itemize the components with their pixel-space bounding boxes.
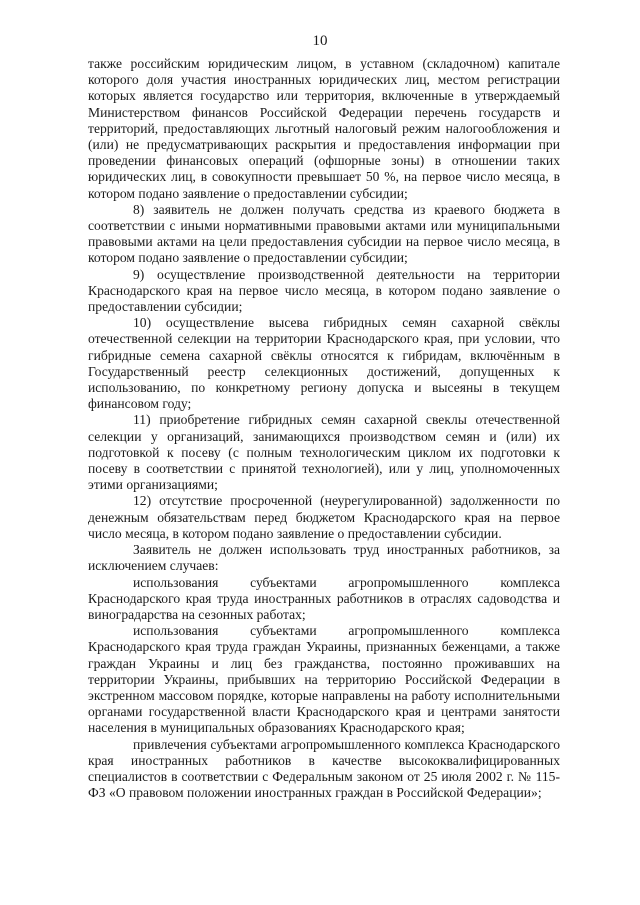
paragraph: 9) осуществление производственной деятельности на территории Краснодарского края на первое число месяца, в котором подано заявление о предоставлении субсидии; bbox=[88, 266, 560, 315]
paragraph: привлечения субъектами агропромышленного комплекса Краснодарского края иностранных работников в качестве высококвалифицированных специалистов в соответствии с Федеральным законом от 25 июля 2002 г. № 115-ФЗ «О правовом положении иностранных граждан в Российской Федерации»; bbox=[88, 736, 560, 801]
page-number: 10 bbox=[312, 33, 328, 49]
paragraph: использования субъектами агропромышленного комплекса Краснодарского края труда граждан Украины, признанных беженцами, а также граждан Украины и лиц без гражданства, постоянно проживавших на территории Украины, прибывших на территорию Российской Федерации в экстренном массовом порядке, которые направлены на работу исполнительными органами государственной власти Краснодарского края и центрами занятости населения в муниципальных образованиях Краснодарского края; bbox=[88, 623, 560, 736]
paragraph: 12) отсутствие просроченной (неурегулированной) задолженности по денежным обязательствам перед бюджетом Краснодарского края на первое число месяца, в котором подано заявление о предоставлении субсидии. bbox=[88, 493, 560, 541]
document-body bbox=[88, 56, 560, 801]
paragraph: также российским юридическим лицом, в уставном (складочном) капитале которого доля участия иностранных юридических лиц, местом регистрации которых является государство или территория, включенные в утверждаемый Министерством финансов Российской Федерации перечень государств и территорий, предоставляющих льготный налоговый режим налогообложения и (или) не предусматривающих раскрытия и предоставления информации при проведении финансовых операций (офшорные зоны) в отношении таких юридических лиц, в совокупности превышает 50 %, на первое число месяца, в котором подано заявление о предоставлении субсидии; bbox=[88, 56, 560, 201]
paragraph: 10) осуществление высева гибридных семян сахарной свёклы отечественной селекции на территории Краснодарского края, при условии, что гибридные семена сахарной свёклы относятся к гибридам, включённым в Государственный реестр селекционных достижений, допущенных к использованию, по конкретному региону допуска и высеяны в текущем финансовом году; bbox=[88, 315, 560, 412]
paragraph: 11) приобретение гибридных семян сахарной свеклы отечественной селекции у организаций, занимающихся производством семян и (или) их подготовкой к посеву (с полным технологическим циклом их подготовки к посеву в соответствии с принятой технологией), или у лиц, уполномоченных этими организациями; bbox=[88, 412, 560, 493]
paragraph: 8) заявитель не должен получать средства из краевого бюджета в соответствии с иными нормативными правовыми актами или муниципальными правовыми актами на цели предоставления субсидии на первое число месяца, в котором подано заявление о предоставлении субсидии; bbox=[88, 201, 560, 266]
paragraph: Заявитель не должен использовать труд иностранных работников, за исключением случаев: bbox=[88, 542, 560, 574]
paragraph: использования субъектами агропромышленного комплекса Краснодарского края труда иностранных работников в отраслях садоводства и виноградарства на сезонных работах; bbox=[88, 574, 560, 622]
